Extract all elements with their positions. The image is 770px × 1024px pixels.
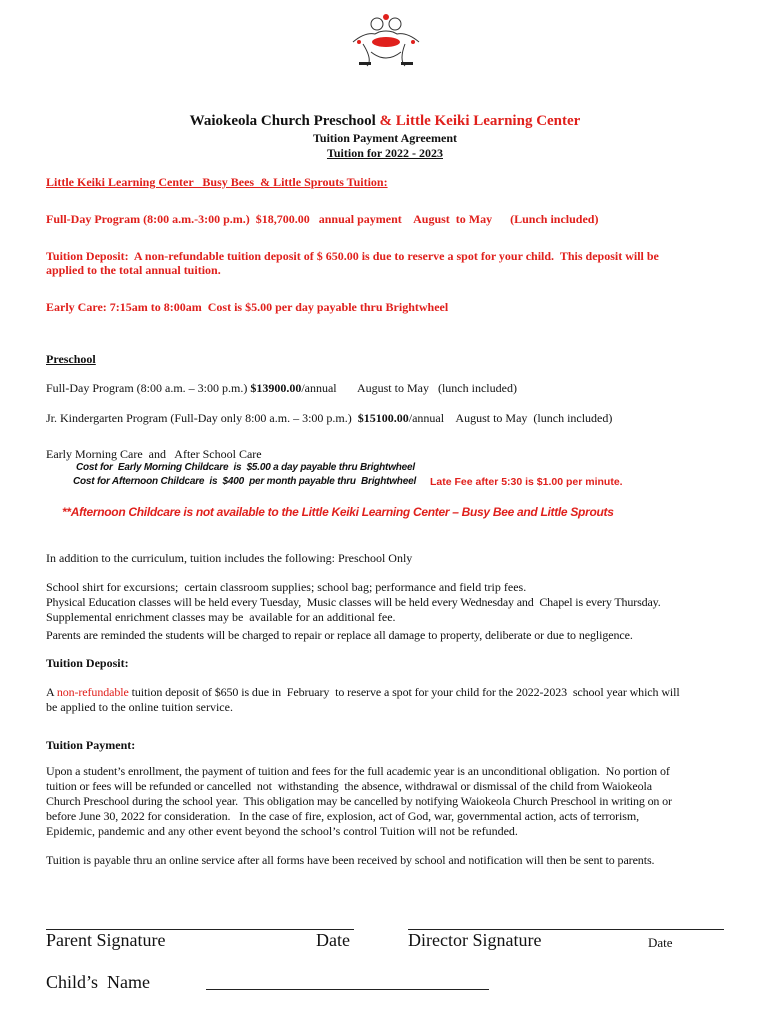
page-title <box>0 113 770 130</box>
director-signature-label: Director Signature <box>408 930 542 950</box>
deposit-text-line2: be applied to the online tuition service. <box>46 700 233 714</box>
parent-date-label: Date <box>316 930 350 950</box>
preschool-fullday-price: $13900.00 <box>250 381 302 395</box>
deposit-text-a: A <box>46 685 57 699</box>
preschool-jk-price: $15100.00 <box>357 411 409 425</box>
red-flower-top <box>383 14 389 20</box>
grass-left <box>359 62 371 65</box>
deposit-text <box>46 685 680 700</box>
red-flower-lei <box>372 37 400 47</box>
director-date-label: Date <box>648 935 673 950</box>
payment-line5: Epidemic, pandemic and any other event beyond the school’s control Tuition will not be refunded. <box>46 824 518 838</box>
subtitle: Tuition Payment Agreement <box>313 131 457 145</box>
payment-line2: tuition or fees will be refunded or cancelled not withstanding the absence, withdrawal or dismissal of the child from Waiokeola <box>46 779 652 793</box>
deposit-text-b: tuition deposit of $650 is due in February to reserve a spot for your child for the 2022-2023 school year which will <box>128 685 680 699</box>
payment-online: Tuition is payable thru an online service after all forms have been received by school and notification will then be sent to parents. <box>46 853 655 867</box>
care-heading: Early Morning Care and After School Care <box>46 447 262 461</box>
preschool-jk-label: Jr. Kindergarten Program (Full-Day only 8:00 a.m. – 3:00 p.m.) <box>46 411 358 425</box>
care-morning-cost: Cost for Early Morning Childcare is $5.00 a day payable thru Brightwheel <box>76 462 415 473</box>
preschool-fullday-terms: /annual August to May (lunch included) <box>301 381 517 395</box>
red-flower-right <box>411 40 415 44</box>
preschool-jk-terms: /annual August to May (lunch included) <box>408 411 613 425</box>
children-skirt <box>371 52 401 58</box>
red-flower-left <box>357 40 361 44</box>
child-head-right <box>389 18 401 30</box>
title-ampersand: & <box>375 113 396 129</box>
payment-heading: Tuition Payment: <box>46 738 136 752</box>
title-preschool: Waiokeola Church Preschool <box>189 113 376 129</box>
keiki-deposit-line1: Tuition Deposit: A non-refundable tuition deposit of $ 650.00 is due to reserve a spot for your child. This deposit will be <box>46 249 659 263</box>
preschool-jk <box>46 411 612 426</box>
child-name-label: Child’s Name <box>46 972 150 992</box>
late-fee: Late Fee after 5:30 is $1.00 per minute. <box>430 476 623 488</box>
preschool-fullday <box>46 381 517 396</box>
curriculum-line1: School shirt for excursions; certain classroom supplies; school bag; performance and field trip fees. <box>46 580 527 594</box>
curriculum-intro: In addition to the curriculum, tuition includes the following: Preschool Only <box>46 551 413 565</box>
keiki-early-care: Early Care: 7:15am to 8:00am Cost is $5.00 per day payable thru Brightwheel <box>46 300 449 314</box>
payment-line3: Church Preschool during the school year. This obligation may be cancelled by notifying Waiokeola Church Preschool in writing on or <box>46 794 672 808</box>
care-afternoon-cost: Cost for Afternoon Childcare is $400 per month payable thru Brightwheel <box>73 476 417 487</box>
tuition-year: Tuition for 2022 - 2023 <box>326 146 443 160</box>
payment-line4: before June 30, 2022 for consideration. In the case of fire, explosion, act of God, war, governmental action, acts of terrorism, <box>46 809 639 823</box>
parent-signature-label: Parent Signature <box>46 930 166 950</box>
deposit-nonrefundable: non-refundable <box>56 685 129 699</box>
afternoon-note: **Afternoon Childcare is not available to the Little Keiki Learning Center – Busy Bee and Little Sprouts <box>62 505 614 519</box>
child-name-line[interactable] <box>206 989 489 990</box>
keiki-deposit-line2: applied to the total annual tuition. <box>46 263 221 277</box>
child-head-left <box>371 18 383 30</box>
preschool-fullday-label: Full-Day Program (8:00 a.m. – 3:00 p.m.) <box>46 381 251 395</box>
keiki-children-logo <box>345 12 427 70</box>
curriculum-line3: Supplemental enrichment classes may be available for an additional fee. <box>46 610 396 624</box>
keiki-heading: Little Keiki Learning Center Busy Bees & Little Sprouts Tuition: <box>46 175 388 189</box>
curriculum-line4: Parents are reminded the students will be charged to repair or replace all damage to property, deliberate or due to negligence. <box>46 628 633 642</box>
grass-right <box>401 62 413 65</box>
preschool-heading: Preschool <box>46 352 96 366</box>
keiki-fullday: Full-Day Program (8:00 a.m.-3:00 p.m.) $18,700.00 annual payment August to May (Lunch included) <box>46 212 599 226</box>
curriculum-line2: Physical Education classes will be held every Tuesday, Music classes will be held every Wednesday and Chapel is every Thursday. <box>46 595 661 609</box>
title-keiki: Little Keiki Learning Center <box>395 113 581 129</box>
payment-line1: Upon a student’s enrollment, the payment of tuition and fees for the full academic year is an unconditional obligation. No portion of <box>46 764 670 778</box>
deposit-heading: Tuition Deposit: <box>46 656 129 670</box>
